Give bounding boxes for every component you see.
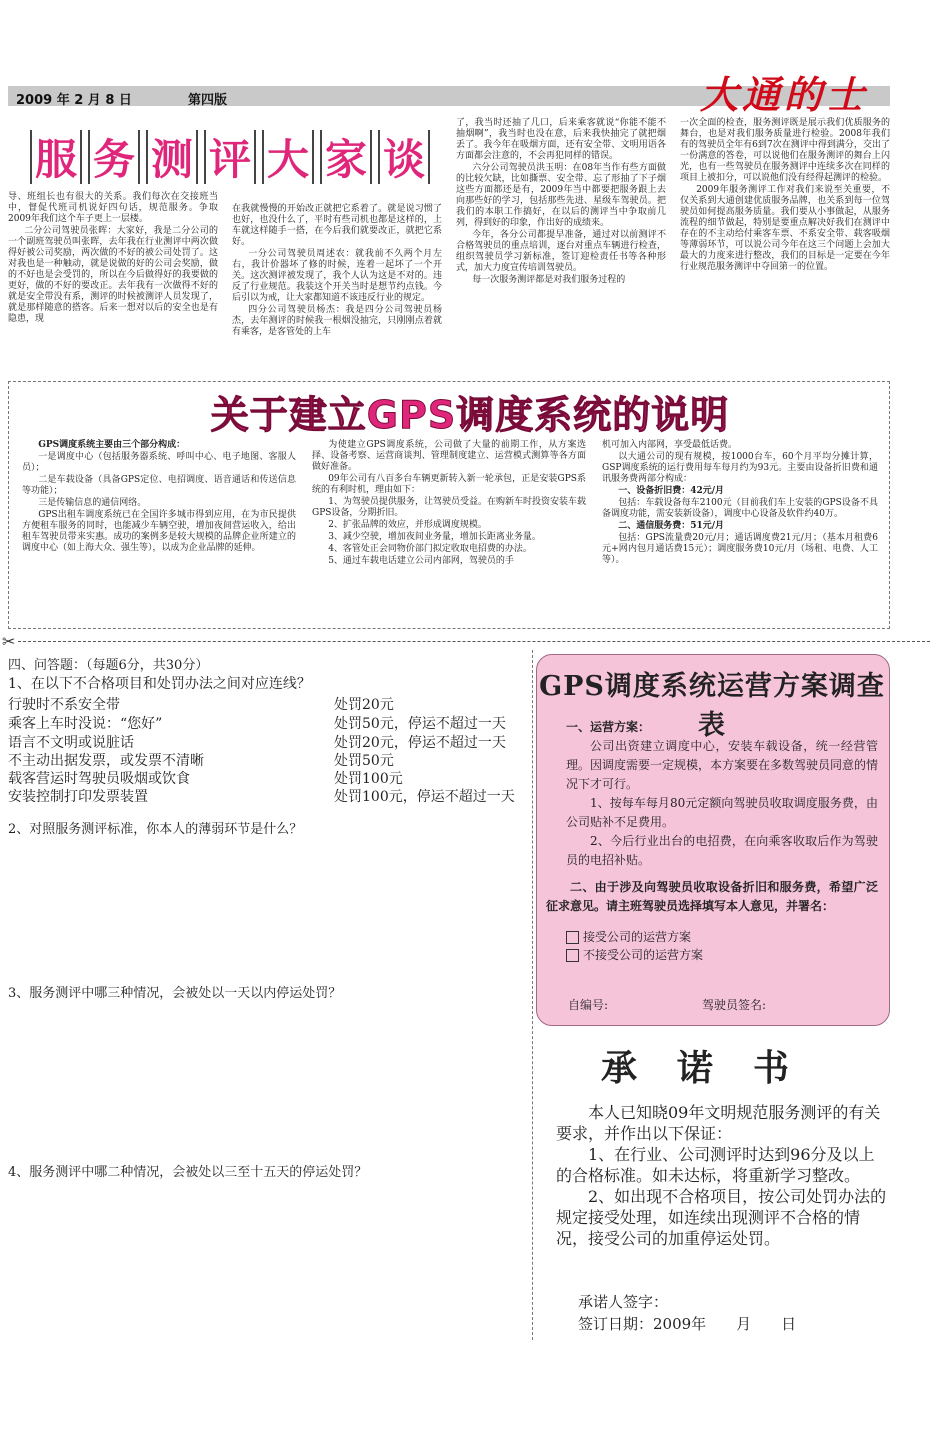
article-title bbox=[30, 130, 430, 184]
penalty-item: 处罚50元 bbox=[334, 753, 394, 769]
violation-item: 语言不文明或说脏话 bbox=[8, 735, 134, 751]
title-char: 大 bbox=[262, 130, 314, 184]
penalty-item: 处罚20元 bbox=[334, 697, 394, 713]
paragraph: 4、客管处正会同物价部门拟定收取电招费的办法。 bbox=[328, 544, 532, 554]
violation-item: 安装控制打印发票装置 bbox=[8, 789, 148, 805]
violation-item: 行驶时不系安全带 bbox=[8, 697, 120, 713]
question-3: 3、服务测评中哪三种情况，会被处以一天以内停运处罚？ bbox=[8, 986, 342, 1001]
penalty-item: 处罚20元，停运不超过一天 bbox=[334, 735, 506, 751]
question-2: 2、对照服务测评标准，你本人的薄弱环节是什么？ bbox=[8, 822, 303, 837]
paragraph: 2、今后行业出台的电招费，在向乘客收取后作为驾驶员的电招补贴。 bbox=[566, 834, 878, 867]
paragraph: 1、按每车每月80元定额向驾驶员收取调度服务费，由公司贴补不足费用。 bbox=[566, 796, 878, 829]
masthead-logo: 大通的士 bbox=[700, 72, 869, 117]
paragraph: 今年，各分公司都提早准备，通过对以前测评不合格驾驶员的重点培训，逐台对重点车辆进行检查，组织驾驶员学习新标准，签订迎检责任书等各种形式，加大力度宣传培训驾驶员。 bbox=[456, 230, 666, 273]
paragraph: 导、班组长也有很大的关系。我们每次在交接班当中，督促代班司机说好四句话，规范服务。争取2009年我们这个车子更上一层楼。 bbox=[8, 192, 218, 224]
paragraph: 3、减少空驶，增加夜间业务量，增加长距离业务量。 bbox=[328, 532, 541, 542]
paragraph: 为使建立GPS调度系统，公司做了大量的前期工作，从方案选择、设备考察、运营商谈判、管理制度建立、运营模式测算等各方面做好准备。 bbox=[312, 440, 586, 472]
signer-label: 承诺人签字： bbox=[578, 1293, 669, 1311]
paragraph: 09年公司有八百多台车辆更新转入新一轮承包，正是安装GPS系统的有利时机，理由如下： bbox=[312, 474, 586, 495]
paragraph: 四分公司驾驶员杨杰：我是四分公司驾驶员杨杰，去年测评的时候我一根烟没抽完，只刚刚点着就有乘客，是客管处的上车 bbox=[232, 305, 442, 337]
option-label: 不接受公司的运营方案 bbox=[583, 948, 704, 962]
penalty-item: 处罚50元，停运不超过一天 bbox=[334, 716, 506, 732]
pledge-title: 承诺书 bbox=[600, 1047, 829, 1089]
pledge-paragraph: 1、在行业、公司测评时达到96分及以上的合格标准。如未达标，将重新学习整改。 bbox=[556, 1145, 875, 1185]
article-column-4 bbox=[680, 118, 890, 274]
paragraph: 1、为驾驶员提供服务，让驾驶员受益。在购新车时投资安装车载GPS设备，分期折旧。 bbox=[312, 497, 586, 518]
paragraph: 二是车载设备（具备GPS定位、电招调度、语音通话和传送信息等功能）； bbox=[22, 475, 296, 496]
paragraph: 一次全面的检查，服务测评既是展示我们优质服务的舞台，也是对我们服务质量进行检验。2008年我们有的驾驶员全年有6到7次在测评中得到满分，交出了一份满意的答卷，可以说他们在服务测评的舞台上闪光，也有一些驾驶员在服务测评中连续多次在同样的项目上被扣分，可以说他们没有经得起测评的检验。 bbox=[680, 118, 890, 183]
title-char: 服 bbox=[30, 130, 82, 184]
issue-date: 2009 年 2 月 8 日 bbox=[16, 93, 132, 108]
violation-item: 乘客上车时没说：“您好” bbox=[8, 716, 163, 732]
self-number-label: 自编号: bbox=[568, 998, 609, 1012]
cut-line bbox=[18, 641, 930, 642]
paragraph: 一分公司驾驶员周述农：就我前不久两个月左右，我计价器坏了修的时候，连着一起坏了一个开关。这次测评被发现了，我个人认为这是不对的。违反了行业规范。我装这个开关当时是想节约点钱。今后引以为戒，让大家都知道不该违反行业的规定。 bbox=[232, 249, 442, 303]
gps-column-2 bbox=[312, 440, 586, 568]
penalty-item: 处罚100元 bbox=[334, 771, 403, 787]
option-accept[interactable] bbox=[566, 928, 691, 947]
survey-section-2: 二、由于涉及向驾驶员收取设备折旧和服务费，希望广泛征求意见。请主班驾驶员选择填写本人意见，并署名： bbox=[546, 880, 878, 913]
paragraph: 2009年服务测评工作对我们来说至关重要，不仅关系到大通创建优质服务品牌，也关系到每一位驾驶员如何提高服务质量。我们要从小事做起，从服务流程的细节做起，特别是要重点解决好我们在测评中存在的不主动给付乘客车票、不系安全带、载客吸烟等薄弱环节，可以说公司今年在这三个问题上会加大最大的力度来进行整改，我们的目标是一定要在今年行业规范服务测评中夺回第一的位置。 bbox=[680, 185, 890, 272]
paragraph: 在我就慢慢的开始改正就把它系着了。就是说习惯了也好，也没什么了，平时有些司机也都是这样的，上车就这样随手一搭，在今后我们就要改正，就把它系好。 bbox=[232, 204, 442, 247]
scissors-icon: ✂ bbox=[2, 632, 16, 651]
paragraph: 5、通过车载电话建立公司内部网，驾驶员的手 bbox=[328, 556, 514, 566]
title-char: 评 bbox=[204, 130, 256, 184]
paragraph: 2、扩张品牌的效应，并形成调度规模。 bbox=[328, 520, 487, 530]
paragraph: 公司出资建立调度中心，安装车载设备，统一经营管理。因调度需要一定规模，本方案要在多数驾驶员同意的情况下才可行。 bbox=[566, 739, 879, 791]
paragraph: GPS出租车调度系统已在全国许多城市得到应用，在为市民提供方便租车服务的同时，也能减少车辆空驶，增加夜间营运收入，给出租车驾驶员带来实惠。成功的案例多是较大规模的品牌企业所建立的调度中心（如上海大众、强生等），以成为企业品牌的延伸。 bbox=[22, 510, 296, 553]
title-char: 谈 bbox=[378, 130, 430, 184]
paragraph: GPS调度系统主要由三个部分构成： bbox=[38, 440, 186, 450]
title-char: 测 bbox=[146, 130, 198, 184]
paragraph: 六分公司驾驶员洪玉明：在08年当作有些方面做的比较欠缺，比如撕票、安全带、忘了形抽了下子烟这些方面都还是有，2009年当中都要把服务跟上去向那些好的学习，包括那些先进、星级车驾驶员。把我们的本职工作搞好，在以后的测评当中争取前几列，得到好的印象，作出好的成绩来。 bbox=[456, 163, 666, 228]
pledge-paragraph: 2、如出现不合格项目，按公司处罚办法的规定接受处理，如连续出现测评不合格的情况，接受公司的加重停运处罚。 bbox=[556, 1187, 887, 1248]
gps-column-1 bbox=[22, 440, 296, 555]
article-column-2 bbox=[232, 204, 442, 339]
paragraph: 以大通公司的现有规模，按1000台车，60个月平均分摊计算，GSP调度系统的运行费用每车每月约为93元。主要由设备折旧费和通讯服务费两部分构成： bbox=[602, 452, 878, 484]
paragraph: 包括：GPS流量费20元/月；通话调度费21元/月；（基本月租费6元+网内包月通话费15元）；调度服务费10元/月（场租、电费、人工等）。 bbox=[602, 533, 878, 565]
option-label: 接受公司的运营方案 bbox=[583, 930, 692, 944]
survey-section-1 bbox=[566, 718, 878, 870]
edition-label: 第四版 bbox=[188, 93, 228, 108]
checkbox-decline[interactable] bbox=[566, 949, 579, 962]
survey-heading: 一、运营方案： bbox=[566, 720, 651, 734]
sign-date: 签订日期：2009年 月 日 bbox=[578, 1315, 797, 1333]
driver-signature-label: 驾驶员签名: bbox=[702, 998, 767, 1012]
question-1: 1、在以下不合格项目和处罚办法之间对应连线？ bbox=[8, 676, 311, 692]
paragraph: 二、通信服务费：51元/月 bbox=[618, 521, 724, 531]
article-column-1 bbox=[8, 192, 218, 326]
pledge-paragraph: 本人已知晓09年文明规范服务测评的有关要求，并作出以下保证： bbox=[556, 1103, 881, 1143]
title-char: 务 bbox=[88, 130, 140, 184]
paragraph: 一、设备折旧费：42元/月 bbox=[618, 486, 724, 496]
gps-column-3 bbox=[602, 440, 878, 567]
question-4: 4、服务测评中哪二种情况，会被处以三至十五天的停运处罚？ bbox=[8, 1165, 368, 1180]
violation-item: 载客营运时驾驶员吸烟或饮食 bbox=[8, 771, 190, 787]
pledge-divider bbox=[532, 650, 533, 1340]
paragraph: 包括：车载设备每车2100元（目前我们车上安装的GPS设备不具备调度功能，需安装新设备），调度中心设备及软件约40万。 bbox=[602, 498, 878, 519]
paragraph: 机可加入内部网，享受最低话费。 bbox=[602, 440, 738, 450]
violation-item: 不主动出据发票，或发票不清晰 bbox=[8, 753, 204, 769]
article-column-3 bbox=[456, 118, 666, 287]
paragraph: 三是传输信息的通信网络。 bbox=[38, 498, 147, 508]
paragraph: 了，我当时还抽了几口，后来乘客就说“你能不能不抽烟啊”，我当时也没在意，后来我快抽完了就把烟丢了。我今年在吸烟方面，还有安全带、文明用语各方面都会注意的，不会再犯同样的错误。 bbox=[456, 118, 666, 161]
checkbox-accept[interactable] bbox=[566, 931, 579, 944]
paragraph: 一是调度中心（包括服务器系统、呼叫中心、电子地图、客服人员）； bbox=[22, 452, 296, 473]
option-decline[interactable] bbox=[566, 946, 703, 965]
survey-title: GPS调度系统运营方案调查表 bbox=[539, 671, 885, 741]
gps-title: 关于建立GPS调度系统的说明 bbox=[210, 393, 730, 437]
penalty-item: 处罚100元，停运不超过一天 bbox=[334, 789, 515, 805]
paragraph: 二分公司驾驶员张晖：大家好，我是二分公司的一个副班驾驶员叫张晖，去年我在行业测评中两次做得好被公司奖励，两次做的不好的被公司处罚了。这对我也是一种触动，就是说做的好的公司会奖励，做的不好也是会受罚的，所以在今后做得好的我要做的更好，做的不好的要改正。去年我有一次做得不好的就是安全带没有系，测评的时候被测评人员发现了，就是那样随意的搭客。后来一想对以后的安全也是有隐患，现 bbox=[8, 226, 218, 324]
paragraph: 每一次服务测评都是对我们服务过程的 bbox=[472, 275, 626, 285]
quiz-heading: 四、问答题：（每题6分，共30分） bbox=[8, 658, 209, 673]
title-char: 家 bbox=[320, 130, 372, 184]
